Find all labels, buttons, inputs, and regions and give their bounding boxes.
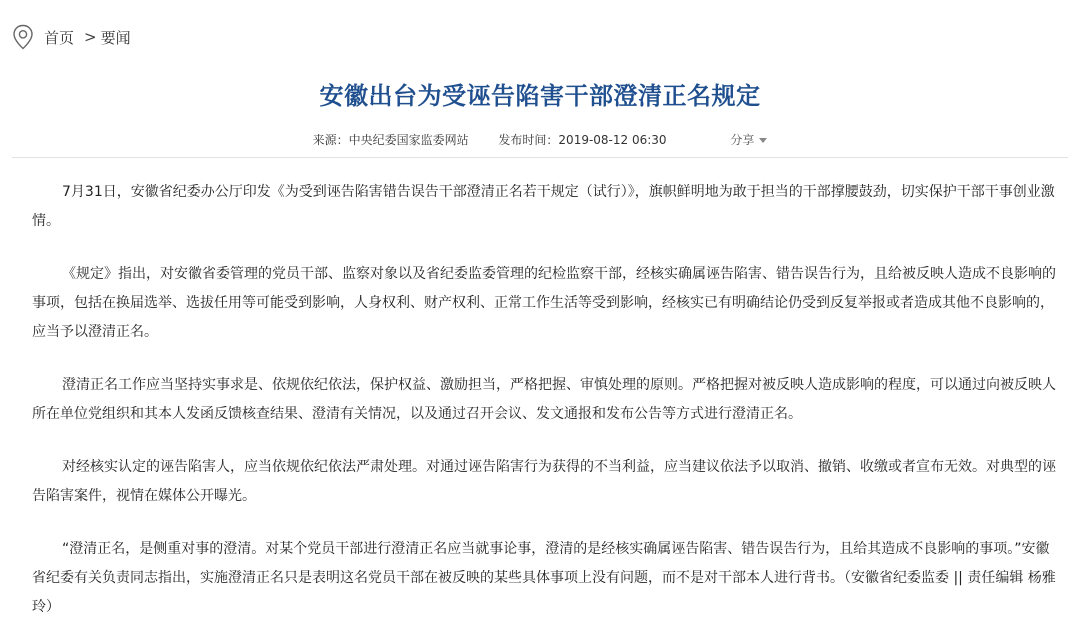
article-paragraph: “澄清正名，是侧重对事的澄清。对某个党员干部进行澄清正名应当就事论事，澄清的是经核实确属诬告陷害、错告误告行为，且给其造成不良影响的事项。”安徽省纪委有关负责同志指出，实施澄清正名只是表明这名党员干部在被反映的某些具体事项上没有问题，而不是对干部本人进行背书。（安徽省纪委监委 || 责任编辑 杨雅玲） — [32, 541, 1056, 615]
article-paragraph: 7月31日，安徽省纪委办公厅印发《为受到诬告陷害错告误告干部澄清正名若干规定（试行）》，旗帜鲜明地为敢于担当的干部撑腰鼓劲，切实保护干部干事创业激情。 — [32, 184, 1055, 229]
share-label: 分享 — [730, 133, 755, 147]
article-meta — [0, 131, 1080, 148]
article-source: 来源：中央纪委国家监委网站 — [312, 133, 469, 147]
article-paragraph: 《规定》指出，对安徽省委管理的党员干部、监察对象以及省纪委监委管理的纪检监察干部，经核实确属诬告陷害、错告误告行为，且给被反映人造成不良影响的事项，包括在换届选举、选拔任用等可能受到影响，人身权利、财产权利、正常工作生活等受到影响，经核实已有明确结论仍受到反复举报或者造成其他不良影响的，应当予以澄清正名。 — [32, 266, 1056, 340]
caret-down-icon — [759, 138, 767, 143]
header-divider — [12, 157, 1068, 158]
share-dropdown[interactable] — [730, 131, 767, 148]
article-paragraph: 对经核实认定的诬告陷害人，应当依规依纪依法严肃处理。对通过诬告陷害行为获得的不当利益，应当建议依法予以取消、撤销、收缴或者宣布无效。对典型的诬告陷害案件，视情在媒体公开曝光。 — [32, 459, 1056, 504]
breadcrumb-separator: > — [84, 28, 97, 46]
breadcrumb-current-link[interactable]: 要闻 — [100, 28, 131, 47]
article-title: 安徽出台为受诬告陷害干部澄清正名规定 — [319, 82, 761, 110]
article-publish-time: 发布时间：2019-08-12 06:30 — [498, 133, 667, 147]
breadcrumb-home-link[interactable]: 首页 — [44, 28, 75, 47]
article-paragraph: 澄清正名工作应当坚持实事求是、依规依纪依法，保护权益、激励担当，严格把握、审慎处理的原则。严格把握对被反映人造成影响的程度，可以通过向被反映人所在单位党组织和其本人发函反馈核查结果、澄清有关情况，以及通过召开会议、发文通报和发布公告等方式进行澄清正名。 — [32, 377, 1056, 422]
article-body — [32, 178, 1062, 622]
breadcrumb — [12, 24, 131, 50]
location-pin-icon — [12, 24, 34, 50]
